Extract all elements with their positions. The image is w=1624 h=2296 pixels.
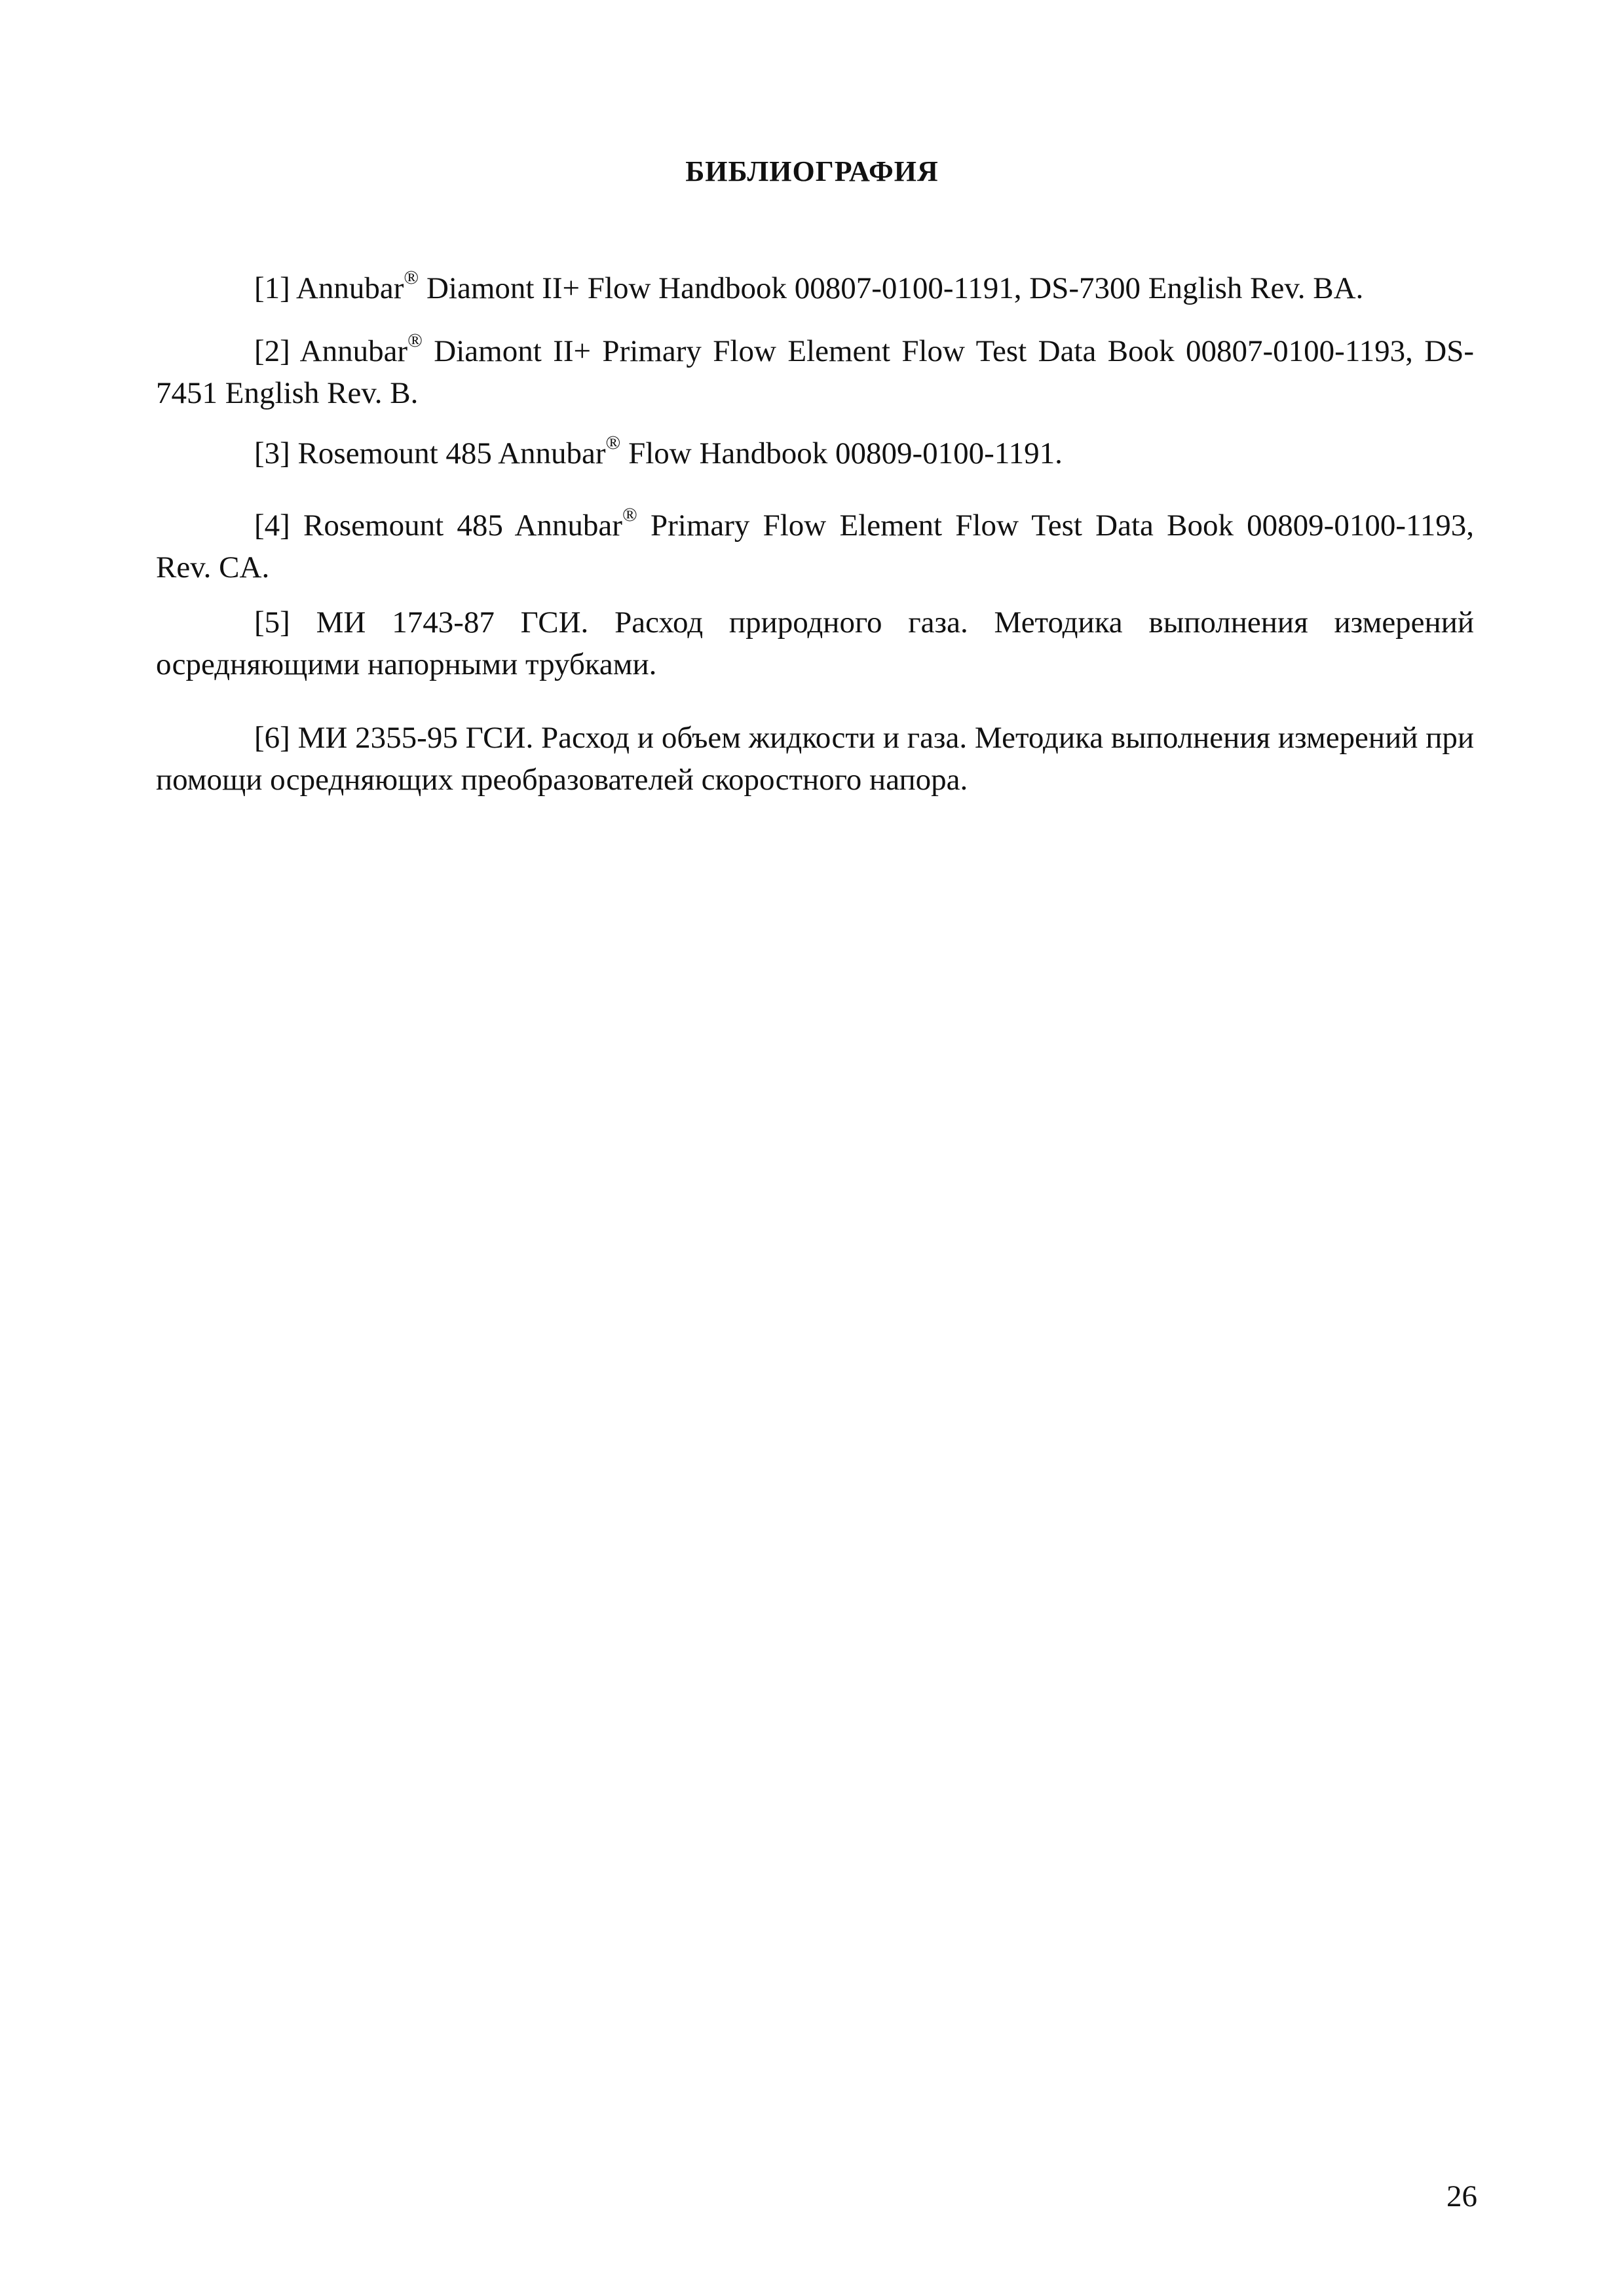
registered-mark: ® [404, 267, 419, 288]
reference-1-text-end: Diamont II+ Flow Handbook 00807-0100-1191, DS-7300 English Rev. BA. [419, 271, 1364, 305]
reference-1-text-start: [1] Annubar [254, 271, 404, 305]
reference-2-text-start: [2] Annubar [254, 334, 408, 368]
registered-mark: ® [622, 504, 637, 526]
page-title: БИБЛИОГРАФИЯ [685, 155, 939, 187]
reference-2-text-end: Diamont II+ Primary Flow Element Flow Test Data Book 00807-0100-1193, DS-7451 English Rev. B. [156, 334, 1474, 410]
reference-item-5: [5] МИ 1743-87 ГСИ. Расход природного газа. Методика выполнения измерений осредняющими напорными трубками. [156, 605, 1474, 681]
registered-mark: ® [605, 432, 621, 453]
reference-item-4 [156, 505, 1474, 588]
registered-mark: ® [407, 330, 423, 351]
reference-4-text-end: Primary Flow Element Flow Test Data Book 00809-0100-1193, Rev. CA. [156, 508, 1474, 584]
reference-3-text-end: Flow Handbook 00809-0100-1191. [620, 436, 1063, 470]
reference-3-text-start: [3] Rosemount 485 Annubar [254, 436, 606, 470]
reference-item-3 [156, 432, 1474, 474]
reference-item-1 [156, 267, 1474, 309]
reference-item-6: [6] МИ 2355-95 ГСИ. Расход и объем жидкости и газа. Методика выполнения измерений при помощи осредняющих преобразователей скоростного напора. [156, 721, 1474, 797]
page-number: 26 [1446, 2179, 1477, 2213]
reference-4-text-start: [4] Rosemount 485 Annubar [254, 508, 622, 543]
reference-item-2 [156, 330, 1474, 414]
